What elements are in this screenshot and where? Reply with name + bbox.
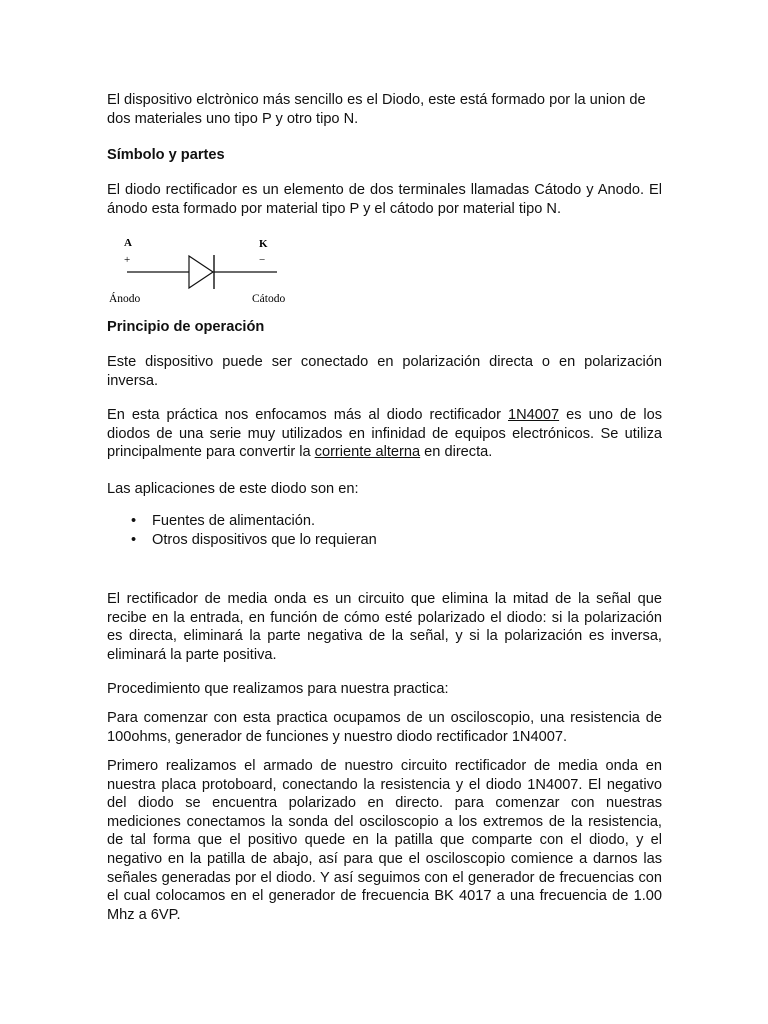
heading-symbol: Símbolo y partes <box>107 147 225 163</box>
paragraph-symbol: El diodo rectificador es un elemento de dos terminales llamadas Cátodo y Anodo. El ánodo esta formado por material tipo P y el cátodo por material tipo N. <box>107 182 662 217</box>
paragraph-halfwave: El rectificador de media onda es un circuito que elimina la mitad de la señal que recibe en la entrada, en función de cómo esté polarizado el diodo: si la polarización es directa, eliminará la parte negativa de la señal, y si la polarización es inversa, eliminará la parte positiva. <box>107 591 662 663</box>
cathode-letter: K <box>259 238 268 250</box>
intro-line-2: dos materiales uno tipo P y otro tipo N. <box>107 110 359 127</box>
bullet-dot-2: • <box>131 532 137 548</box>
bullet-item-2: Otros dispositivos que lo requieran <box>152 532 377 548</box>
link-1n4007[interactable]: 1N4007 <box>507 407 560 423</box>
anode-letter: A <box>124 237 132 249</box>
cathode-sign: − <box>259 254 266 266</box>
intro-paragraph <box>107 91 662 128</box>
anode-label: Ánodo <box>109 293 141 305</box>
diode-triangle <box>189 256 213 288</box>
diode-symbol-diagram <box>109 236 302 310</box>
practice-text-c: en directa. <box>420 444 493 461</box>
intro-line-1: El dispositivo elctrònico más sencillo es el Diodo, este está formado por la union de <box>107 92 646 108</box>
heading-operation: Principio de operación <box>107 319 265 335</box>
paragraph-practice <box>107 406 662 462</box>
cathode-label: Cátodo <box>252 293 286 305</box>
practice-text-b: es uno de los diodos de una serie muy utilizados en infinidad de equipos electrónicos. Se utiliza principalmente para convertir la <box>107 407 662 461</box>
link-corriente-alterna[interactable]: corriente alterna <box>314 444 421 461</box>
practice-text-a: En esta práctica nos enfocamos más al diodo rectificador <box>107 407 508 423</box>
anode-sign: + <box>124 254 131 266</box>
paragraph-procedure: Procedimiento que realizamos para nuestra practica: <box>107 681 449 697</box>
bullet-item-1: Fuentes de alimentación. <box>152 513 316 529</box>
paragraph-first: Primero realizamos el armado de nuestro circuito rectificador de media onda en nuestra placa protoboard, conectando la resistencia y el diodo 1N4007. El negativo del diodo se encuentra polarizado en directo. para comenzar con nuestras mediciones conectamos la sonda del osciloscopio a los extremos de la resistencia, de tal forma que el positivo quede en la patilla que comparte con el diodo, y el negativo en la patilla de abajo, así para que el osciloscopio comience a darnos las señales generadas por el diodo. Y así seguimos con el generador de frecuencias con el cual colocamos en el generador de frecuencia BK 4017 a una frecuencia de 1.00 Mhz a 6VP. <box>107 758 662 923</box>
paragraph-polarization: Este dispositivo puede ser conectado en polarización directa o en polarización inversa. <box>107 354 662 389</box>
bullet-dot-1: • <box>131 513 137 529</box>
paragraph-applications: Las aplicaciones de este diodo son en: <box>107 481 359 497</box>
diode-symbol-svg <box>109 236 302 310</box>
paragraph-start: Para comenzar con esta practica ocupamos de un osciloscopio, una resistencia de 100ohms, generador de funciones y nuestro diodo rectificador 1N4007. <box>107 710 662 745</box>
